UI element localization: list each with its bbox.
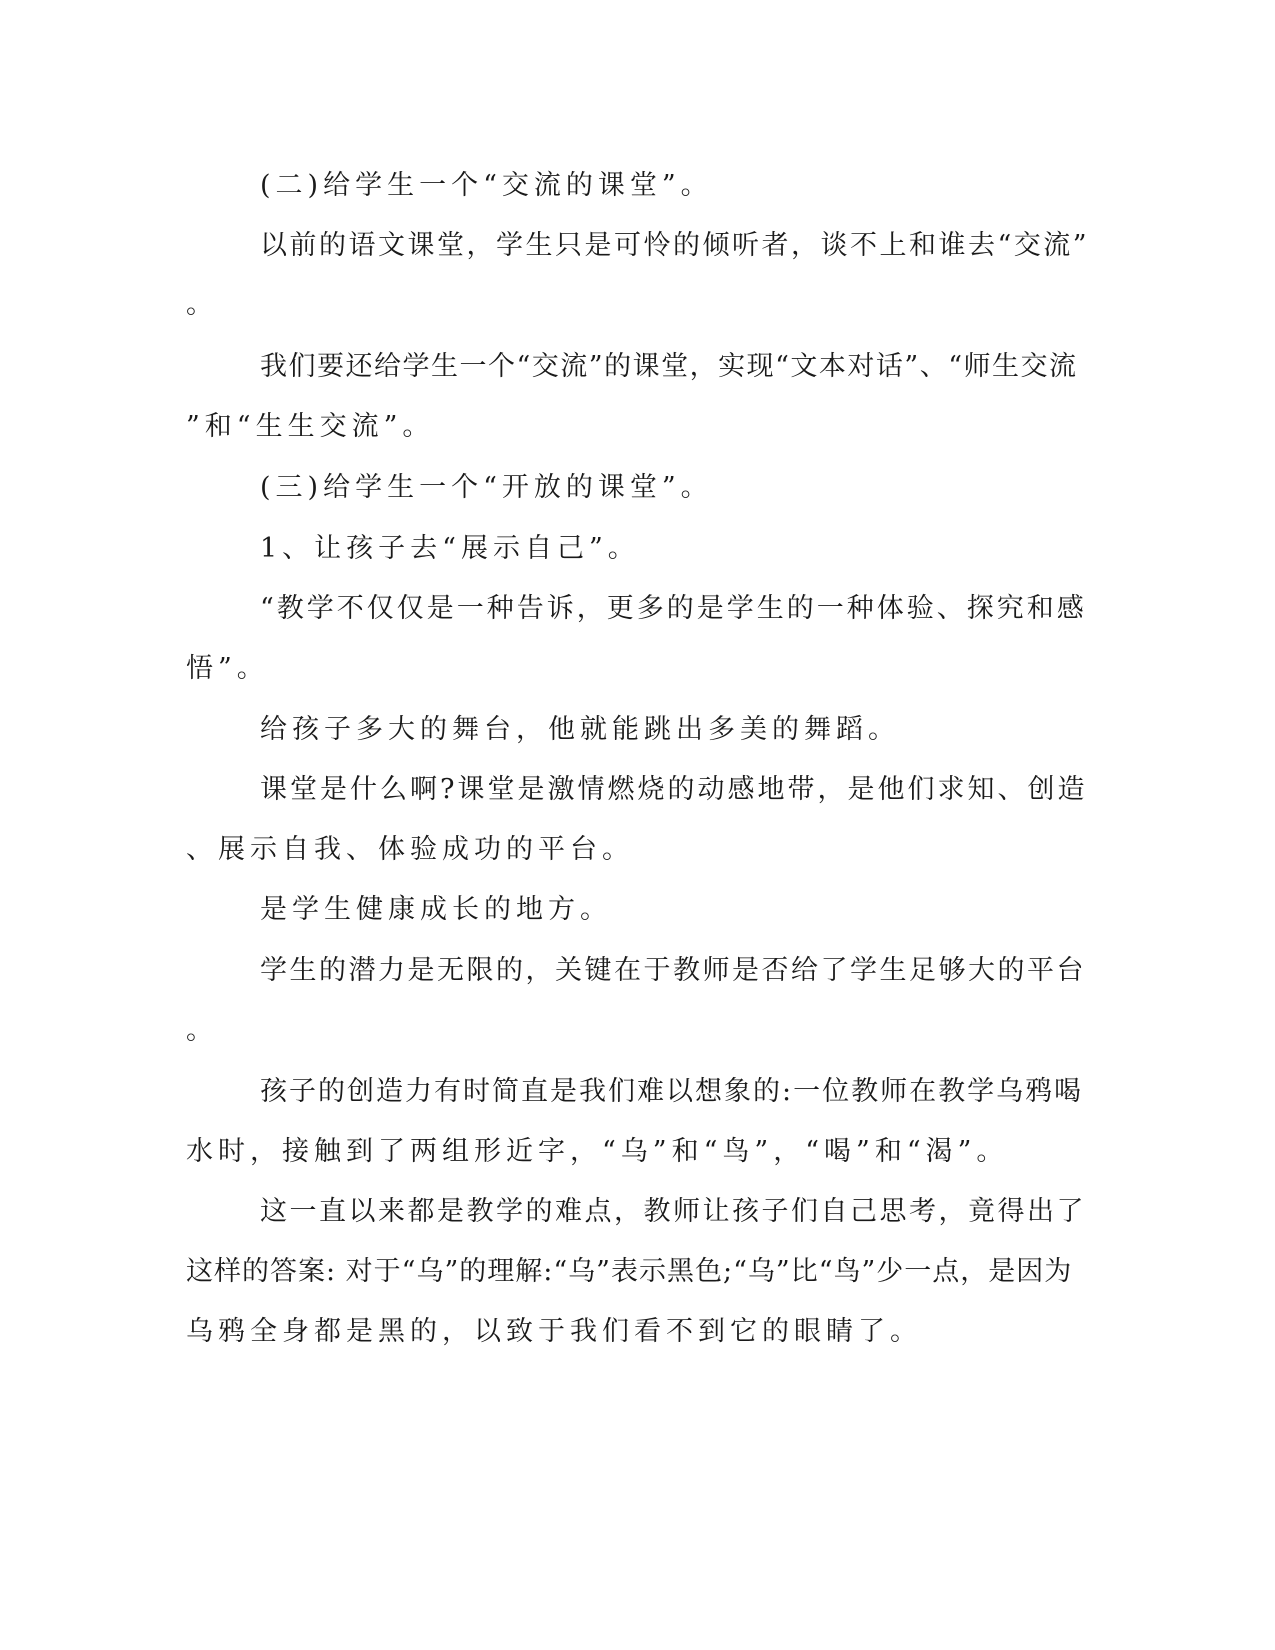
paragraph-line: 以前的语文课堂，学生只是可怜的倾听者，谈不上和谁去“交流” [260, 230, 1090, 261]
paragraph-line: 。 [186, 289, 218, 320]
paragraph-line: 课堂是什么啊?课堂是激情燃烧的动感地带，是他们求知、创造 [260, 774, 1088, 805]
paragraph-line: 水时，接触到了两组形近字，“乌”和“鸟”，“喝”和“渴”。 [186, 1136, 1009, 1167]
paragraph-line: 学生的潜力是无限的，关键在于教师是否给了学生足够大的平台 [260, 955, 1086, 986]
paragraph-line: 、展示自我、体验成功的平台。 [186, 834, 634, 865]
paragraph-line: ”和“生生交流”。 [186, 411, 435, 442]
paragraph-line: 孩子的创造力有时简直是我们难以想象的:一位教师在教学乌鸦喝 [260, 1076, 1084, 1107]
heading-open-classroom: (三)给学生一个“开放的课堂”。 [260, 472, 713, 503]
paragraph-line: 我们要还给学生一个“交流”的课堂，实现“文本对话”、“师生交流 [260, 351, 1078, 382]
paragraph-line: 悟”。 [186, 653, 269, 684]
paragraph-line: 是学生健康成长的地方。 [260, 894, 612, 925]
heading-exchange-classroom: (二)给学生一个“交流的课堂”。 [260, 170, 713, 201]
paragraph-line: 乌鸦全身都是黑的，以致于我们看不到它的眼睛了。 [186, 1316, 922, 1347]
paragraph-line: 给孩子多大的舞台，他就能跳出多美的舞蹈。 [260, 714, 900, 745]
paragraph-line: “教学不仅仅是一种告诉，更多的是学生的一种体验、探究和感 [260, 593, 1087, 624]
list-item-show-self: 1、让孩子去“展示自己”。 [260, 533, 640, 564]
paragraph-line: 这样的答案: 对于“乌”的理解:“乌”表示黑色;“乌”比“鸟”少一点，是因为 [186, 1256, 1073, 1287]
paragraph-line: 。 [186, 1015, 218, 1046]
paragraph-line: 这一直以来都是教学的难点，教师让孩子们自己思考，竟得出了 [260, 1196, 1086, 1227]
